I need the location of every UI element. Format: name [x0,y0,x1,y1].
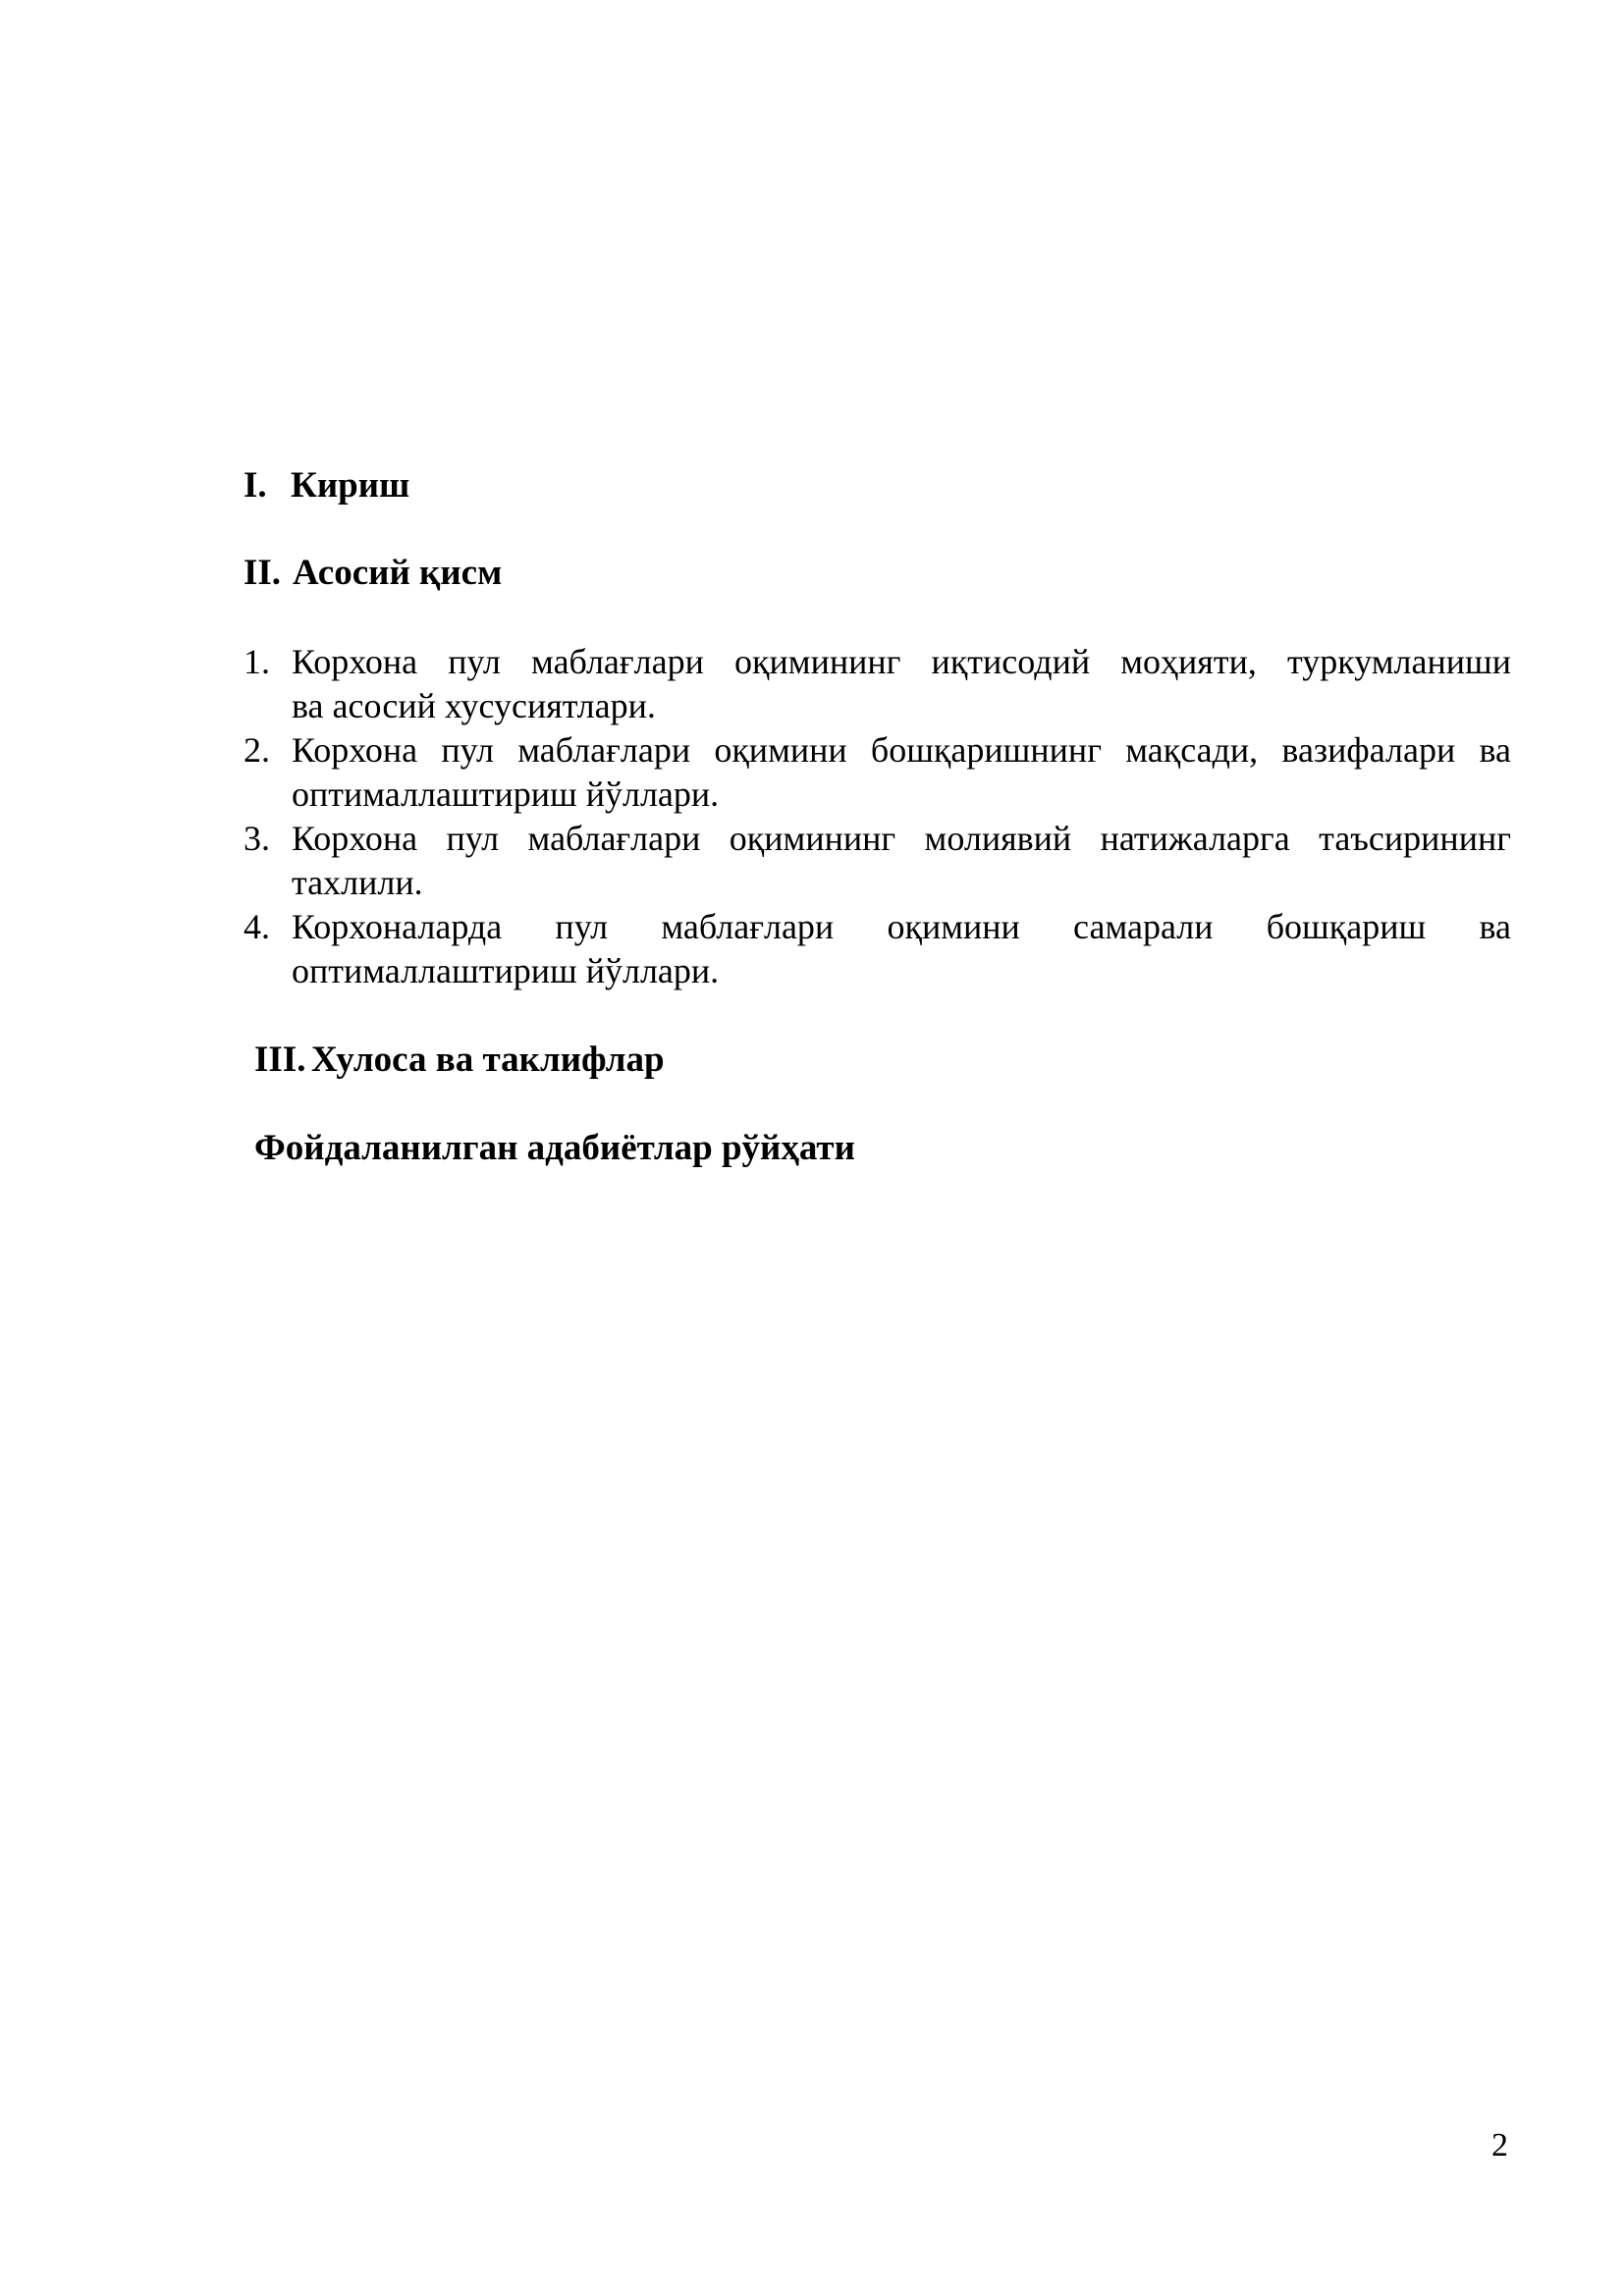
item-text-line1: Корхоналарда пул маблағлари оқимини самарали бошқариш ва [292,907,1511,946]
page-number: 2 [1491,2127,1508,2163]
item-text-line1: Корхона пул маблағлари оқимининг иқтисодий моҳияти, туркумланиши [292,642,1511,681]
section-heading-references [254,1127,855,1170]
list-item [244,728,1511,817]
list-item [244,640,1511,728]
chapter-list [244,640,1511,993]
item-text-line2: ва асосий хусусиятлари. [292,686,656,725]
section-heading-main-part [244,552,502,595]
section-title: Хулоса ва таклифлар [311,1040,665,1080]
item-number: 3. [244,819,270,858]
section-number: II. [244,553,282,593]
section-title: Кириш [291,465,410,506]
item-text-line1: Корхона пул маблағлари оқимининг молиявий натижаларга таъсирининг [292,819,1511,858]
item-text-line2: тахлили. [292,863,423,902]
section-heading-conclusion [254,1039,665,1082]
section-number: I. [244,465,267,506]
item-number: 4. [244,907,270,946]
item-number: 2. [244,730,270,770]
section-title: Фойдаланилган адабиётлар рўйҳати [254,1128,855,1168]
section-heading-introduction [244,464,409,507]
section-title: Асосий қисм [293,553,503,593]
item-text-line2: оптималлаштириш йўллари. [292,951,720,990]
item-text-line2: оптималлаштириш йўллари. [292,774,720,814]
item-text-line1: Корхона пул маблағлари оқимини бошқаришнинг мақсади, вазифалари ва [292,730,1511,770]
section-number: III. [254,1040,306,1080]
list-item [244,817,1511,905]
item-number: 1. [244,642,270,681]
list-item [244,905,1511,993]
